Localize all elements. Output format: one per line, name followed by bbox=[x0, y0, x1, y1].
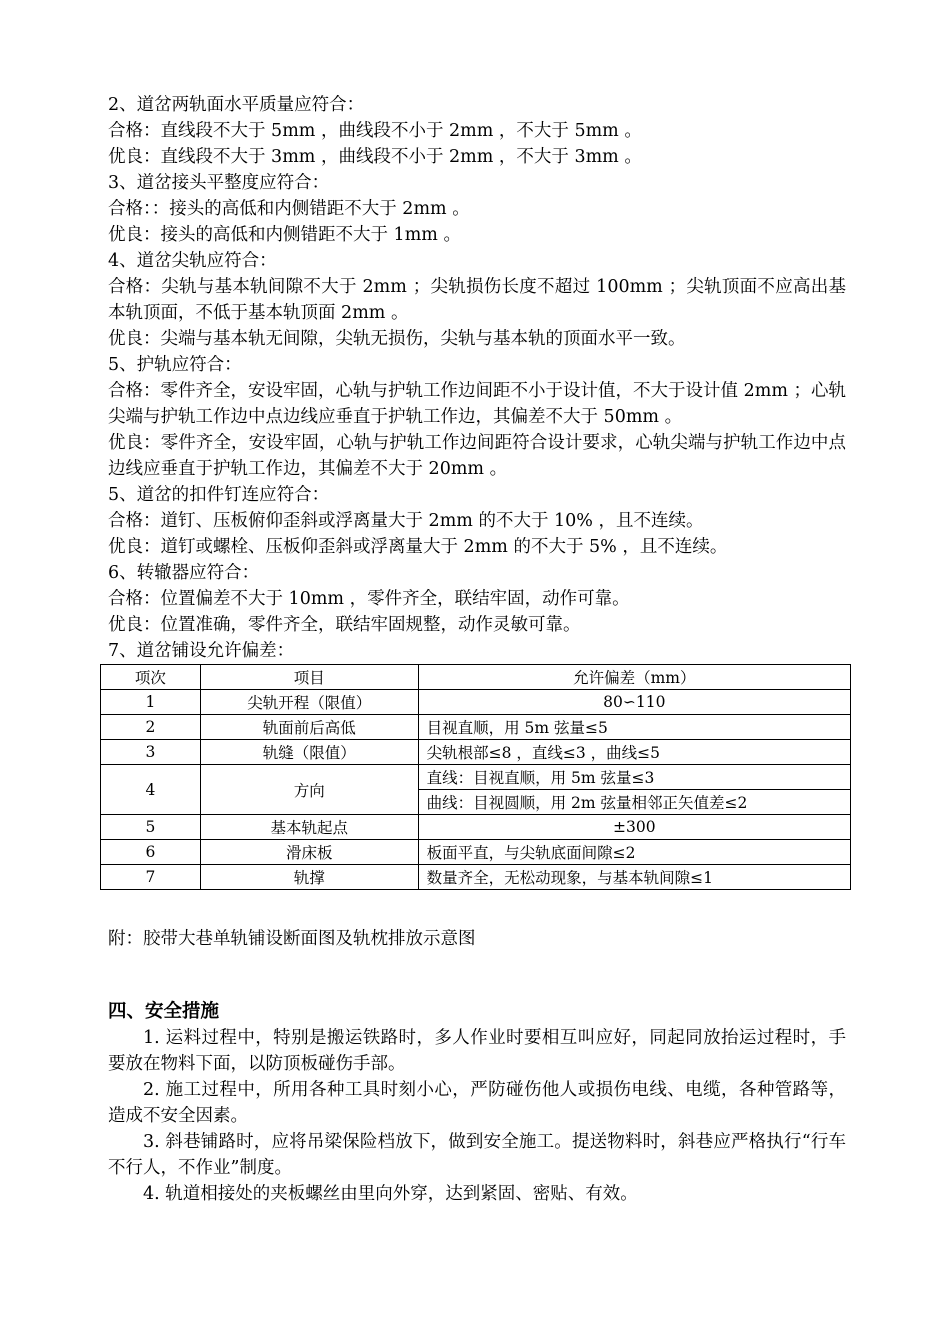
row-no: 2 bbox=[101, 715, 201, 740]
row-item: 轨撑 bbox=[200, 865, 418, 890]
row-value: ±300 bbox=[418, 815, 850, 840]
row-no: 3 bbox=[101, 740, 201, 765]
table-row bbox=[101, 865, 851, 890]
table-row bbox=[101, 840, 851, 865]
row-no: 1 bbox=[101, 690, 201, 715]
spec-line: 合格：直线段不大于 5mm ，曲线段不小于 2mm ，不大于 5mm 。 bbox=[108, 121, 642, 141]
appendix-note: 附：胶带大巷单轨铺设断面图及轨枕排放示意图 bbox=[108, 929, 476, 949]
spec-heading-5b: 5、道岔的扣件钉连应符合： bbox=[108, 485, 330, 505]
row-item: 基本轨起点 bbox=[200, 815, 418, 840]
header-tolerance: 允许偏差（mm） bbox=[418, 665, 850, 690]
spec-heading-4: 4、道岔尖轨应符合： bbox=[108, 251, 277, 271]
row-no: 6 bbox=[101, 840, 201, 865]
spec-line: 优良：尖端与基本轨无间隙，尖轨无损伤，尖轨与基本轨的顶面水平一致。 bbox=[108, 329, 686, 349]
spec-line: 合格：零件齐全，安设牢固，心轨与护轨工作边间距不小于设计值，不大于设计值 2mm ；心轨尖端与护轨工作边中点边线应垂直于护轨工作边，其偏差不大于 50mm 。 bbox=[108, 381, 846, 427]
spec-line: 合格：尖轨与基本轨间隙不大于 2mm ；尖轨损伤长度不超过 100mm ；尖轨顶面不应高出基本轨顶面，不低于基本轨顶面 2mm 。 bbox=[108, 277, 846, 323]
row-item: 方向 bbox=[200, 765, 418, 815]
spec-heading-5: 5、护轨应符合： bbox=[108, 355, 242, 375]
row-no: 7 bbox=[101, 865, 201, 890]
row-item: 轨缝（限值） bbox=[200, 740, 418, 765]
row-value: 直线：目视直顺，用 5m 弦量≤3 bbox=[418, 765, 850, 790]
row-item: 轨面前后高低 bbox=[200, 715, 418, 740]
spec-heading-3: 3、道岔接头平整度应符合： bbox=[108, 173, 330, 193]
spec-line: 合格：位置偏差不大于 10mm ，零件齐全，联结牢固，动作可靠。 bbox=[108, 589, 630, 609]
row-value: 80∽110 bbox=[418, 690, 850, 715]
spec-line: 优良：接头的高低和内侧错距不大于 1mm 。 bbox=[108, 225, 461, 245]
table-row bbox=[101, 765, 851, 790]
spec-heading-6: 6、转辙器应符合： bbox=[108, 563, 260, 583]
header-item: 项目 bbox=[200, 665, 418, 690]
spec-line: 合格：：接头的高低和内侧错距不大于 2mm 。 bbox=[108, 199, 470, 219]
header-no: 项次 bbox=[101, 665, 201, 690]
table-header-row bbox=[101, 665, 851, 690]
row-item: 尖轨开程（限值） bbox=[200, 690, 418, 715]
safety-measures bbox=[108, 1025, 846, 1207]
safety-item: 3. 斜巷铺路时，应将吊梁保险档放下，做到安全施工。提送物料时，斜巷应严格执行“行车不行人，不作业”制度。 bbox=[108, 1132, 846, 1178]
specs-text bbox=[108, 92, 846, 664]
spec-line: 优良：位置准确，零件齐全，联结牢固规整，动作灵敏可靠。 bbox=[108, 615, 581, 635]
spec-line: 优良：零件齐全，安设牢固，心轨与护轨工作边间距符合设计要求，心轨尖端与护轨工作边中点边线应垂直于护轨工作边，其偏差不大于 20mm 。 bbox=[108, 433, 846, 479]
table-row bbox=[101, 740, 851, 765]
safety-item: 2. 施工过程中，所用各种工具时刻小心，严防碰伤他人或损伤电线、电缆，各种管路等，造成不安全因素。 bbox=[108, 1080, 846, 1126]
spec-line: 合格：道钉、压板俯仰歪斜或浮离量大于 2mm 的不大于 10% ，且不连续。 bbox=[108, 511, 704, 531]
row-value: 曲线：目视圆顺，用 2m 弦量相邻正矢值差≤2 bbox=[418, 790, 850, 815]
section-heading: 四、安全措施 bbox=[108, 1001, 220, 1022]
spec-line: 优良：道钉或螺栓、压板仰歪斜或浮离量大于 2mm 的不大于 5% ，且不连续。 bbox=[108, 537, 728, 557]
deviation-table bbox=[100, 664, 851, 890]
table-row bbox=[101, 715, 851, 740]
safety-item: 1. 运料过程中，特别是搬运铁路时，多人作业时要相互叫应好，同起同放抬运过程时，手要放在物料下面，以防顶板碰伤手部。 bbox=[108, 1028, 846, 1074]
spec-heading-7: 7、道岔铺设允许偏差： bbox=[108, 641, 295, 661]
row-value: 板面平直，与尖轨底面间隙≤2 bbox=[418, 840, 850, 865]
table-row bbox=[101, 690, 851, 715]
row-no: 4 bbox=[101, 765, 201, 815]
spec-heading-2: 2、道岔两轨面水平质量应符合： bbox=[108, 95, 365, 115]
row-value: 尖轨根部≤8 ，直线≤3 ，曲线≤5 bbox=[418, 740, 850, 765]
safety-item: 4. 轨道相接处的夹板螺丝由里向外穿，达到紧固、密贴、有效。 bbox=[143, 1184, 638, 1204]
row-value: 目视直顺，用 5m 弦量≤5 bbox=[418, 715, 850, 740]
spec-line: 优良：直线段不大于 3mm ，曲线段不小于 2mm ，不大于 3mm 。 bbox=[108, 147, 642, 167]
row-value: 数量齐全，无松动现象，与基本轨间隙≤1 bbox=[418, 865, 850, 890]
row-no: 5 bbox=[101, 815, 201, 840]
row-item: 滑床板 bbox=[200, 840, 418, 865]
table-row bbox=[101, 815, 851, 840]
